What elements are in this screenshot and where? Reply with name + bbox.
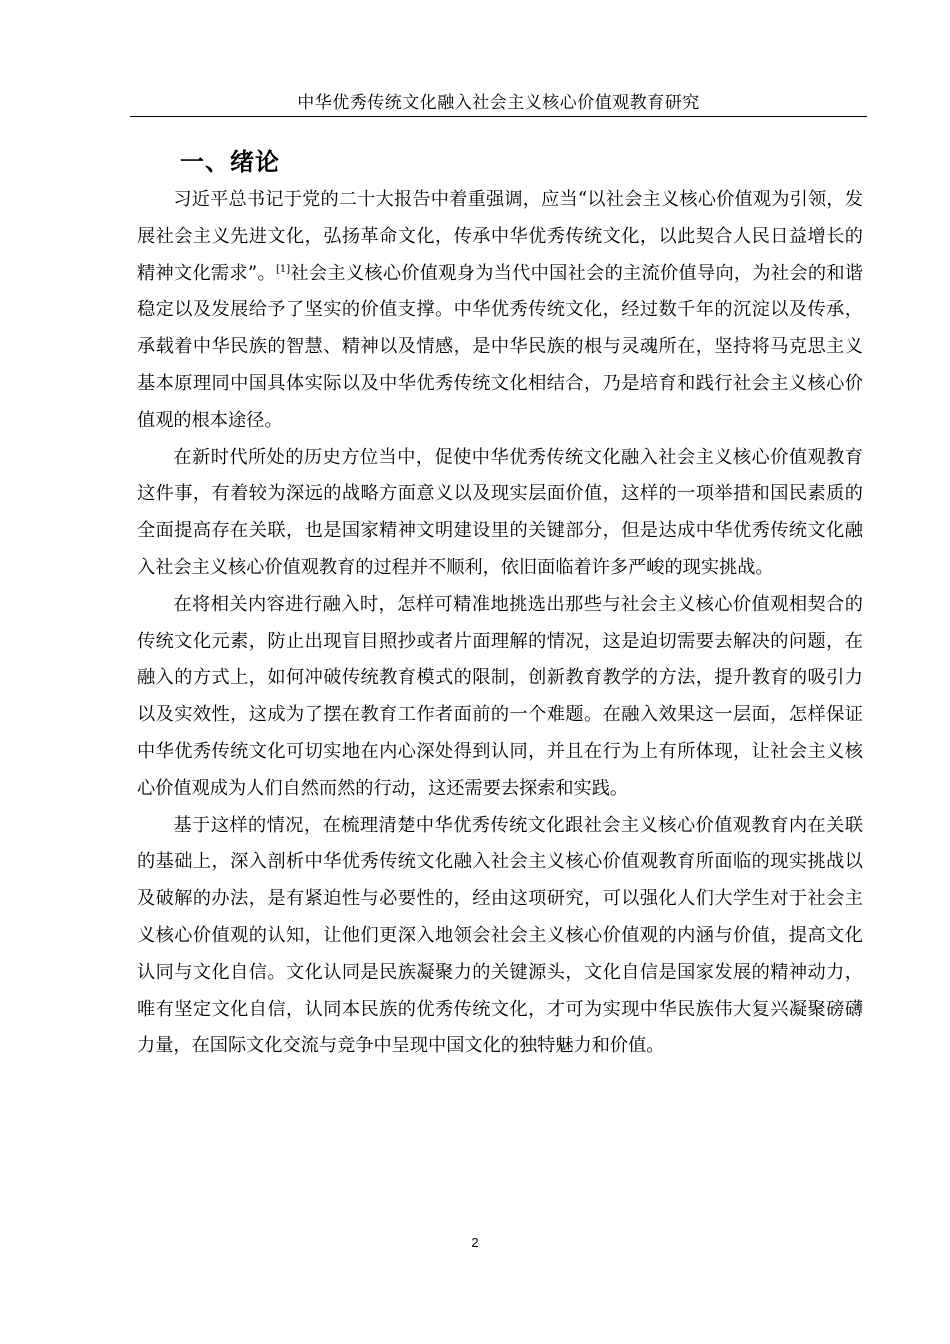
paragraph-4: 基于这样的情况，在梳理清楚中华优秀传统文化跟社会主义核心价值观教育内在关联的基础上，深入剖析中华优秀传统文化融入社会主义核心价值观教育所面临的现实挑战以及破解的办法，是有紧迫性与必要性的，经由这项研究，可以强化人们大学生对于社会主义核心价值观的认知，让他们更深入地领会社会主义核心价值观的内涵与价值，提高文化认同与文化自信。文化认同是民族凝聚力的关键源头，文化自信是国家发展的精神动力，唯有坚定文化自信，认同本民族的优秀传统文化，才可为实现中华民族伟大复兴凝聚磅礴力量，在国际文化交流与竞争中呈现中国文化的独特魅力和价值。 <box>137 814 863 1057</box>
paragraph-1-text: 习近平总书记于党的二十大报告中着重强调，应当“以社会主义核心价值观为引领，发展社会主义先进文化，弘扬革命文化，传承中华优秀传统文化，以此契合人民日益增长的精神文化需求”。 <box>137 189 863 284</box>
page-number: 2 <box>471 1235 479 1250</box>
body-text <box>137 182 863 1065</box>
paragraph-2: 在新时代所处的历史方位当中，促使中华优秀传统文化融入社会主义核心价值观教育这件事，有着较为深远的战略方面意义以及现实层面价值，这样的一项举措和国民素质的全面提高存在关联，也是国家精神文明建设里的关键部分，但是达成中华优秀传统文化融入社会主义核心价值观教育的过程并不顺利，依旧面临着许多严峻的现实挑战。 <box>137 446 863 578</box>
paragraph-1 <box>137 182 863 440</box>
section-heading: 一、绪论 <box>180 148 280 176</box>
citation-marker: [1] <box>275 263 291 275</box>
header-rule <box>130 116 867 117</box>
paragraph-1-text-continued: 社会主义核心价值观身为当代中国社会的主流价值导向，为社会的和谐稳定以及发展给予了坚实的价值支撑。中华优秀传统文化，经过数千年的沉淀以及传承，承载着中华民族的智慧、精神以及情感，是中华民族的根与灵魂所在，坚持将马克思主义基本原理同中国具体实际以及中华优秀传统文化相结合，乃是培育和践行社会主义核心价值观的根本途径。 <box>137 262 863 431</box>
paragraph-3: 在将相关内容进行融入时，怎样可精准地挑选出那些与社会主义核心价值观相契合的传统文化元素，防止出现盲目照抄或者片面理解的情况，这是迫切需要去解决的问题，在融入的方式上，如何冲破传统教育模式的限制，创新教育教学的方法，提升教育的吸引力以及实效性，这成为了摆在教育工作者面前的一个难题。在融入效果这一层面，怎样保证中华优秀传统文化可切实地在内心深处得到认同，并且在行为上有所体现，让社会主义核心价值观成为人们自然而然的行动，这还需要去探索和实践。 <box>137 593 863 799</box>
running-header: 中华优秀传统文化融入社会主义核心价值观教育研究 <box>297 93 700 113</box>
